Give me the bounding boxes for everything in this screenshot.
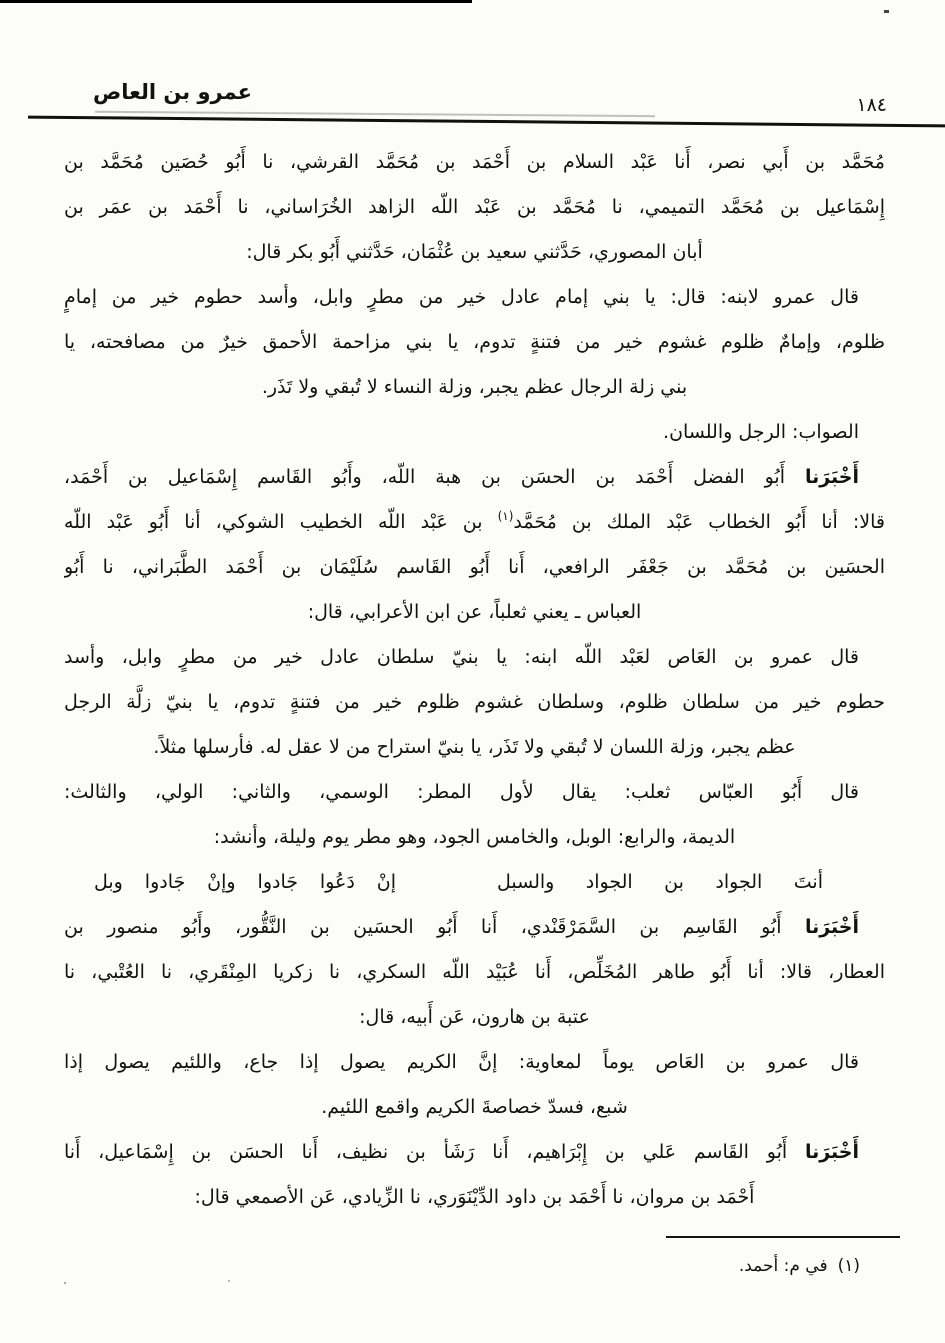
text-line: أَحْمَد بن مروان، نا أَحْمَد بن داود الدِّيْنَوَري، نا الزِّيادي، عَن الأصمعي قال:	[194, 1186, 755, 1208]
text-line: قال عمرو لابنه: قال: يا بني إمام عادل خير من مطرٍ وابل، وأسد حطوم خير من إمامٍ	[64, 286, 859, 308]
text-line: إِسْمَاعيل بن مُحَمَّد التميمي، نا مُحَمَّد بن عَبْد اللّه الزاهد الخُرَاساني، نا أَحْمَد بن عمَر بن	[64, 196, 885, 218]
paragraph	[64, 275, 885, 410]
paragraph	[64, 140, 885, 275]
text-line: الصواب: الرجل واللسان.	[663, 421, 859, 443]
text-line: شبع، فسدّ خصاصةَ الكريم واقمع اللئيم.	[321, 1096, 628, 1118]
text-line: أبان المصوري، حَدَّثني سعيد بن عُثْمَان، حَدَّثني أَبُو بكر قال:	[246, 241, 703, 263]
text-line: الديمة، والرابع: الوبل، والخامس الجود، وهو مطر يوم وليلة، وأنشد:	[213, 826, 736, 848]
text-line: أَخْبَرَنا أَبُو القَاسِم بن السَّمَرْقَنْدي، أَنا أَبُو الحسَين بن النَّقُّور، وأَبُو منصور بن	[64, 916, 859, 938]
hemistich-left: إنْ دَعُوا جَادوا وإنْ جَادوا وبل	[94, 871, 396, 893]
scan-speck	[884, 10, 889, 13]
text-line: العباس ـ يعني ثعلباً، عن ابن الأعرابي، قال:	[307, 601, 642, 623]
scan-artifact-top-edge	[0, 0, 472, 3]
paragraph	[64, 1130, 885, 1220]
hemistich-right: أنتَ الجواد بن الجواد والسبل	[497, 871, 823, 893]
paragraph	[64, 1040, 885, 1130]
paragraph	[64, 455, 885, 635]
text-line: قال أَبُو العبّاس ثعلب: يقال لأول المطر: الوسمي، والثاني: الولي، والثالث:	[64, 781, 859, 803]
text-line: قال عمرو بن العَاص يوماً لمعاوية: إنَّ الكريم يصول إذا جاع، واللئيم يصول إذا	[64, 1051, 859, 1073]
paragraph	[64, 770, 885, 860]
text-line: قالا: أنا أَبُو الخطاب عَبْد الملك بن مُحَمَّد$^{(١)}$ بن عَبْد اللّه الخطيب الشوكي، أنا أَبُو عَبْد اللّه	[64, 509, 885, 533]
scan-speck	[64, 1282, 66, 1284]
text-line: الحسَين بن مُحَمَّد بن جَعْفَر الرافعي، أَنا أَبُو القَاسم سُلَيْمَان بن أَحْمَد الطَّبَراني، نا أَبُو	[64, 556, 885, 578]
text-line: مُحَمَّد بن أَبي نصر، أَنا عَبْد السلام بن أَحْمَد بن مُحَمَّد القرشي، نا أَبُو حُصَين مُحَمَّد بن	[64, 151, 885, 173]
running-header-title: عمرو بن العاص	[93, 80, 253, 104]
header-rule	[28, 116, 945, 128]
text-line: العطار، قالا: أنا أَبُو طاهر المُخَلِّص، أَنا عُبَيْد اللّه السكري، نا زكريا المِنْقَري، نا العُتْبي، نا	[64, 961, 885, 983]
text-line: عتبة بن هارون، عَن أَبيه، قال:	[359, 1006, 590, 1028]
footnote-marker: (١)	[837, 1256, 860, 1276]
text-line: عظم يجبر، وزلة اللسان لا تُبقي ولا تَذَر، يا بنيّ استراح من لا عقل له. فأرسلها مثلاً.	[153, 736, 796, 758]
text-line: بني زلة الرجال عظم يجبر، وزلة النساء لا تُبقي ولا تَذَر.	[261, 376, 688, 398]
footnote	[739, 1250, 860, 1282]
text-line: أَخْبَرَنا أَبُو القَاسم عَلي بن إِبْرَاهيم، أَنا رَشَأ بن نظيف، أَنا الحسَن بن إِسْمَاعيل، أَنا	[64, 1141, 859, 1163]
scan-speck	[228, 1280, 230, 1282]
text-line: حطوم خير من سلطان ظلوم، وسلطان غشوم ظلوم خير من فتنةٍ تدوم، يا بنيّ زلَّة الرجل	[64, 691, 885, 713]
page-number: ١٨٤	[856, 94, 887, 116]
text-line: ظلوم، وإمامٌ ظلوم غشوم خير من فتنةٍ تدوم، يا بني مزاحمة الأحمق خيرٌ من مصافحته، يا	[64, 331, 885, 353]
text-line: قال عمرو بن العَاص لعَبْد اللّه ابنه: يا بنيّ سلطان عادل خير من مطرٍ وابل، وأسد	[64, 646, 859, 668]
text-line: أَخْبَرَنا أَبُو الفضل أَحْمَد بن الحسَن بن هبة اللّه، وأَبُو القَاسم إِسْمَاعيل بن أَحْمَد،	[64, 466, 859, 488]
footnote-text: في م: أحمد.	[738, 1256, 828, 1276]
verse-line	[64, 860, 885, 905]
text-block	[64, 140, 885, 1220]
footnote-separator	[666, 1236, 900, 1238]
paragraph	[64, 410, 885, 455]
paragraph	[64, 905, 885, 1040]
paragraph	[64, 635, 885, 770]
